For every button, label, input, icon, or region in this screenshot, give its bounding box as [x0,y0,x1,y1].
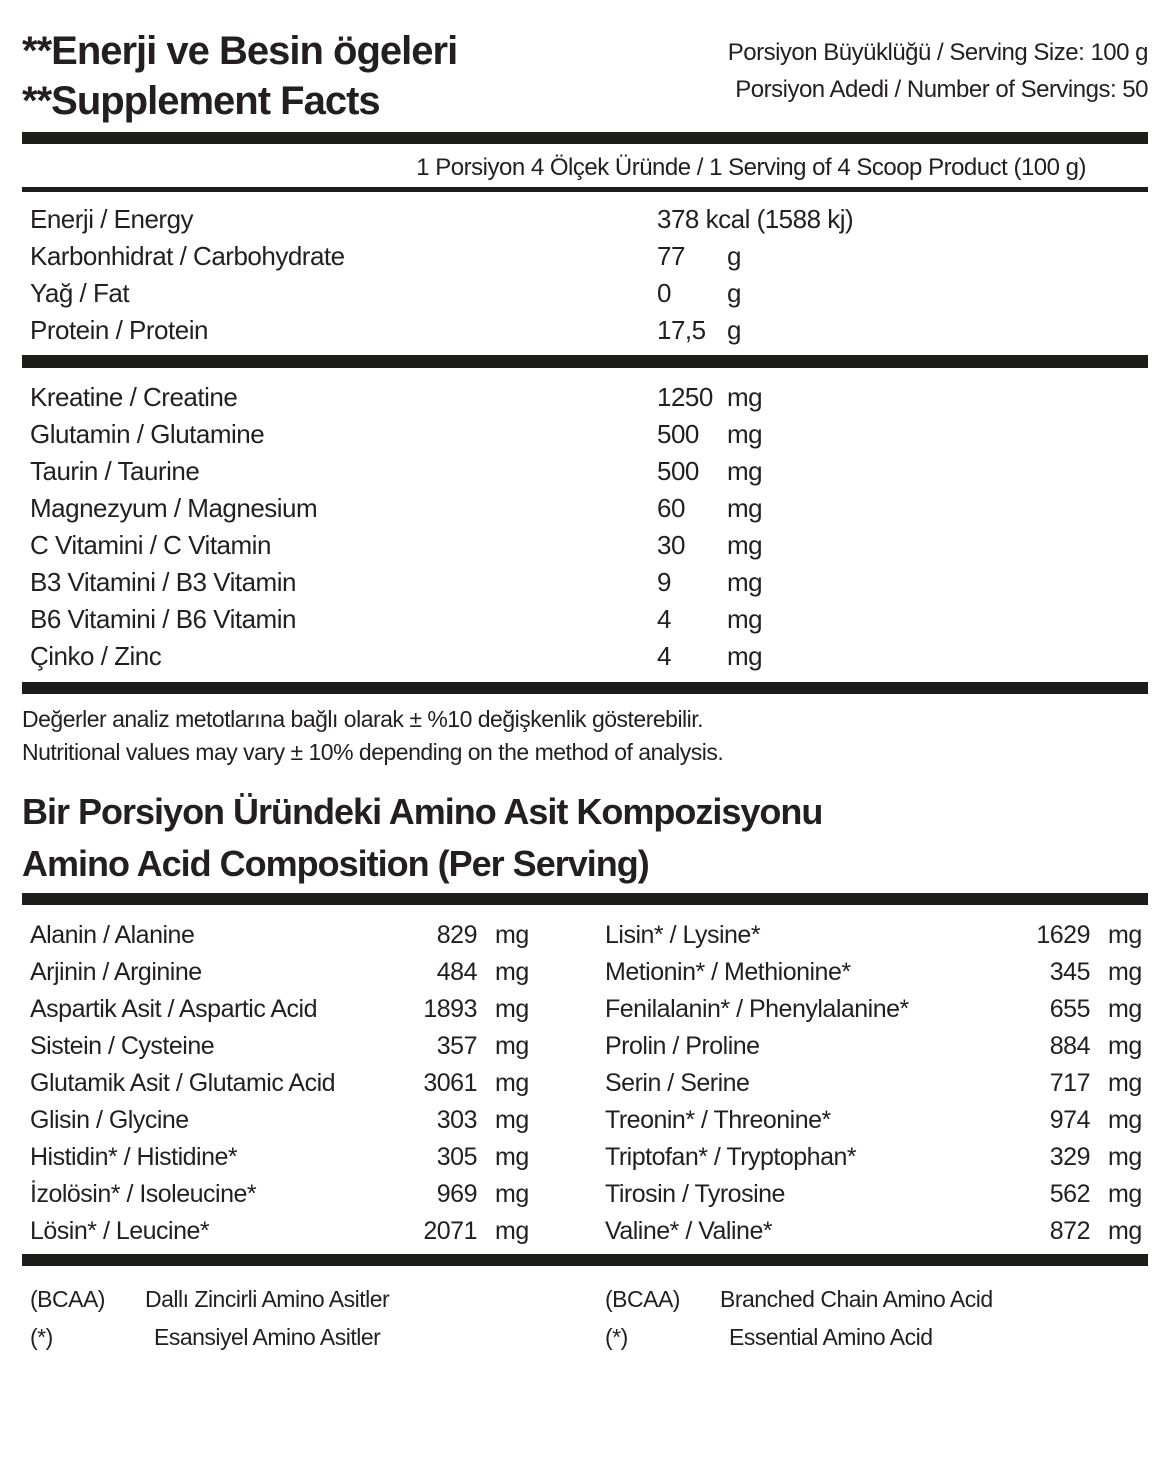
table-row [30,1065,535,1102]
amino-unit: mg [495,921,529,949]
table-row [605,1139,1148,1176]
amino-value: 329 [1049,1143,1090,1171]
legend-row [605,1280,1148,1318]
amino-column-right [605,917,1148,1250]
table-row [30,1028,535,1065]
table-row [605,917,1148,954]
disclaimer-english: Nutritional values may vary ± 10% depending on the method of analysis. [22,739,724,765]
nutrient-unit: mg [727,456,763,486]
amino-unit: mg [495,1143,529,1171]
amino-value: 562 [1049,1180,1090,1208]
amino-unit: mg [1108,1180,1142,1208]
amino-value: 345 [1049,958,1090,986]
nutrient-label: Kreatine / Creatine [30,382,238,412]
amino-unit: mg [1108,1217,1142,1245]
amino-unit: mg [495,1106,529,1134]
nutrient-unit: mg [727,567,763,597]
amino-label: Treonin* / Threonine* [605,1106,831,1134]
amino-unit: mg [1108,1032,1142,1060]
nutrient-label: B3 Vitamini / B3 Vitamin [30,567,296,597]
disclaimer-turkish: Değerler analiz metotlarına bağlı olarak ± %10 değişkenlik gösterebilir. [22,706,704,732]
divider-rule-thin [22,187,1148,192]
amino-value: 872 [1049,1217,1090,1245]
amino-value: 357 [436,1032,477,1060]
amino-unit: mg [495,1032,529,1060]
serving-size-text: Porsiyon Büyüklüğü / Serving Size: 100 g [727,39,1148,66]
table-row [30,238,1148,275]
nutrient-label: Taurin / Taurine [30,456,200,486]
amino-label: Sistein / Cysteine [30,1032,215,1060]
nutrient-label: Magnezyum / Magnesium [30,493,318,523]
amino-label: Lisin* / Lysine* [605,921,761,949]
nutrient-value: 1250 [657,382,713,412]
nutrient-unit: mg [727,604,763,634]
nutrient-unit: mg [727,530,763,560]
nutrient-value: 500 [657,456,699,486]
legend-symbol: (*) [605,1323,628,1350]
amino-value: 829 [436,921,477,949]
nutrient-unit: g [727,315,741,345]
nutrient-label: Yağ / Fat [30,278,130,308]
amino-value: 717 [1049,1069,1090,1097]
legend-text: Essential Amino Acid [729,1323,933,1350]
number-of-servings-text: Porsiyon Adedi / Number of Servings: 50 [735,76,1148,103]
table-row [30,416,1148,453]
amino-section-title [22,786,1148,890]
legend-symbol: (BCAA) [30,1285,105,1312]
table-row [30,201,1148,238]
table-row [605,1176,1148,1213]
table-row [30,1139,535,1176]
title-line-english: **Supplement Facts [22,79,380,123]
legend-symbol: (*) [30,1323,53,1350]
title-line-turkish: **Enerji ve Besin ögeleri [22,29,458,73]
table-row [30,1213,535,1250]
header [22,26,1148,126]
amino-label: Fenilalanin* / Phenylalanine* [605,995,909,1023]
table-row [30,379,1148,416]
nutrient-value: 0 [657,278,671,308]
amino-label: Valine* / Valine* [605,1217,773,1245]
legend-symbol: (BCAA) [605,1285,680,1312]
amino-label: Alanin / Alanine [30,921,195,949]
energy-table [22,201,1148,349]
table-row [30,275,1148,312]
table-row [30,1102,535,1139]
amino-label: Aspartik Asit / Aspartic Acid [30,995,318,1023]
table-row [30,954,535,991]
amino-title-english: Amino Acid Composition (Per Serving) [22,843,649,884]
nutrient-label: Enerji / Energy [30,204,194,234]
table-row [30,564,1148,601]
serving-note: 1 Porsiyon 4 Ölçek Üründe / 1 Serving of 4 Scoop Product (100 g) [416,154,1086,181]
nutrient-value: 30 [657,530,685,560]
amino-label: Tirosin / Tyrosine [605,1180,785,1208]
amino-value: 884 [1049,1032,1090,1060]
nutrient-value: 9 [657,567,671,597]
amino-acid-table [22,917,1148,1250]
legend-row [605,1318,1148,1356]
table-row [30,312,1148,349]
table-row [30,1176,535,1213]
amino-unit: mg [1108,921,1142,949]
legend-text: Branched Chain Amino Acid [720,1285,993,1312]
nutrient-label: B6 Vitamini / B6 Vitamin [30,604,296,634]
table-row [30,490,1148,527]
amino-label: Prolin / Proline [605,1032,760,1060]
divider-bar-thick [22,1254,1148,1266]
amino-value: 1893 [423,995,477,1023]
nutrient-unit: mg [727,419,763,449]
amino-label: Arjinin / Arginine [30,958,202,986]
label-title [22,26,457,126]
amino-label: Glisin / Glycine [30,1106,189,1134]
nutrient-unit: mg [727,493,763,523]
amino-unit: mg [1108,1069,1142,1097]
amino-value: 969 [436,1180,477,1208]
legend-text: Dallı Zincirli Amino Asitler [145,1285,390,1312]
nutrient-label: Çinko / Zinc [30,641,162,671]
nutrient-value: 4 [657,604,671,634]
amino-label: Histidin* / Histidine* [30,1143,238,1171]
amino-column-left [30,917,535,1250]
amino-value: 2071 [423,1217,477,1245]
amino-label: Metionin* / Methionine* [605,958,851,986]
amino-value: 974 [1049,1106,1090,1134]
amino-unit: mg [495,958,529,986]
nutrient-label: C Vitamini / C Vitamin [30,530,271,560]
table-row [605,954,1148,991]
legend [22,1280,1148,1356]
table-row [30,638,1148,675]
amino-unit: mg [495,995,529,1023]
amino-value: 3061 [423,1069,477,1097]
amino-unit: mg [1108,995,1142,1023]
nutrient-label: Glutamin / Glutamine [30,419,265,449]
amino-unit: mg [495,1217,529,1245]
nutrient-value: 378 kcal (1588 kj) [657,204,854,234]
table-row [605,991,1148,1028]
amino-value: 655 [1049,995,1090,1023]
amino-label: Serin / Serine [605,1069,750,1097]
divider-bar-thick [22,355,1148,368]
amino-label: Lösin* / Leucine* [30,1217,210,1245]
nutrient-value: 77 [657,241,685,271]
legend-column-turkish [30,1280,535,1356]
table-row [605,1065,1148,1102]
table-row [30,991,535,1028]
divider-bar-thick [22,893,1148,905]
nutrient-unit: mg [727,382,763,412]
nutrient-label: Karbonhidrat / Carbohydrate [30,241,345,271]
amino-title-turkish: Bir Porsiyon Üründeki Amino Asit Kompozisyonu [22,791,823,832]
nutrient-table [22,379,1148,675]
nutrient-value: 500 [657,419,699,449]
table-row [30,453,1148,490]
nutrient-unit: g [727,278,741,308]
nutrient-label: Protein / Protein [30,315,208,345]
amino-label: Glutamik Asit / Glutamic Acid [30,1069,336,1097]
divider-bar-thick [22,682,1148,694]
table-row [30,601,1148,638]
amino-unit: mg [1108,1106,1142,1134]
legend-column-english [605,1280,1148,1356]
divider-bar-thick [22,132,1148,144]
amino-unit: mg [495,1069,529,1097]
legend-row [30,1280,535,1318]
amino-unit: mg [495,1180,529,1208]
nutrient-unit: g [727,241,741,271]
amino-value: 303 [436,1106,477,1134]
amino-unit: mg [1108,1143,1142,1171]
nutrient-value: 60 [657,493,685,523]
nutrient-unit: mg [727,641,763,671]
amino-label: İzolösin* / Isoleucine* [30,1180,257,1208]
table-row [30,527,1148,564]
legend-row [30,1318,535,1356]
table-row [30,917,535,954]
amino-value: 305 [436,1143,477,1171]
serving-info [728,34,1148,108]
amino-label: Triptofan* / Tryptophan* [605,1143,857,1171]
amino-value: 484 [436,958,477,986]
amino-value: 1629 [1036,921,1090,949]
nutrient-value: 17,5 [657,315,706,345]
nutrient-value: 4 [657,641,671,671]
disclaimer [22,703,1148,769]
legend-text: Esansiyel Amino Asitler [154,1323,381,1350]
table-row [605,1102,1148,1139]
table-row [605,1028,1148,1065]
table-row [605,1213,1148,1250]
amino-unit: mg [1108,958,1142,986]
